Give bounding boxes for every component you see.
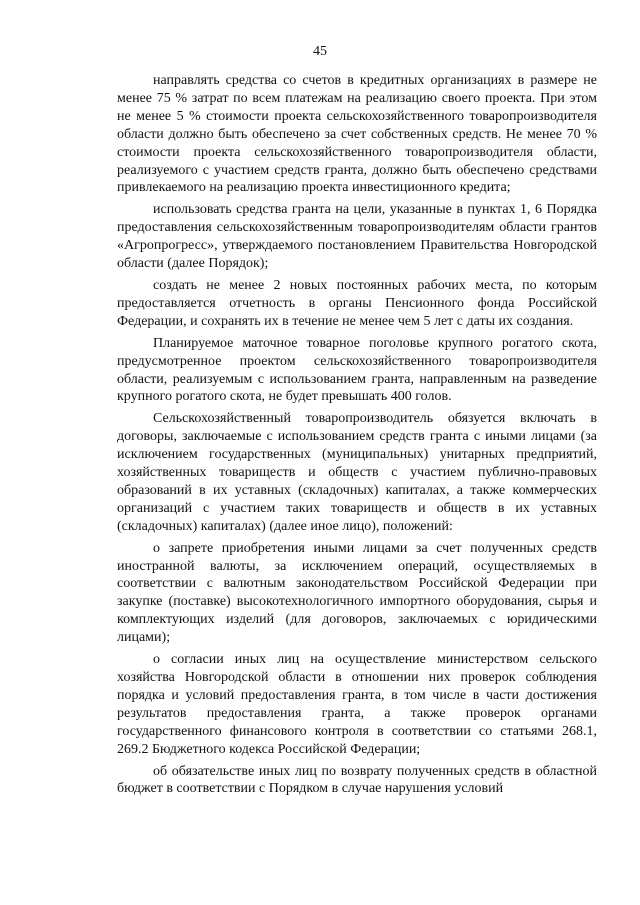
paragraph-8: об обязательстве иных лиц по возврату полученных средств в областной бюджет в соответствии с Порядком в случае нарушения условий [117, 763, 597, 797]
paragraph-3: создать не менее 2 новых постоянных рабочих места, по которым предоставляется отчетность в органы Пенсионного фонда Российской Федерации, и сохранять их в течение не менее чем 5 лет с даты их создания. [117, 277, 597, 329]
paragraph-7: о согласии иных лиц на осуществление министерством сельского хозяйства Новгородской области в отношении них проверок соблюдения порядка и условий предоставления гранта, в том числе в части достижения результатов предоставления гранта, а также проверок органами государственного финансового контроля в соответствии со статьями 268.1, 269.2 Бюджетного кодекса Российской Федерации; [117, 652, 597, 757]
document-body [117, 72, 597, 798]
paragraph-1: направлять средства со счетов в кредитных организациях в размере не менее 75 % затрат по всем платежам на реализацию своего проекта. При этом не менее 5 % стоимости проекта сельскохозяйственного товаропроизводителя области должно быть обеспечено за счет собственных средств. Не менее 70 % стоимости проекта сельскохозяйственного товаропроизводителя области, реализуемого с участием средств гранта, должно быть обеспечено средствами привлекаемого на реализацию проекта инвестиционного кредита; [117, 73, 597, 196]
page-number: 45 [313, 44, 327, 59]
paragraph-2: использовать средства гранта на цели, указанные в пунктах 1, 6 Порядка предоставления сельскохозяйственным товаропроизводителям области грантов «Агропрогресс», утверждаемого постановлением Правительства Новгородской области (далее Порядок); [117, 202, 597, 272]
paragraph-5: Сельскохозяйственный товаропроизводитель обязуется включать в договоры, заключаемые с использованием средств гранта с иными лицами (за исключением государственных (муниципальных) унитарных предприятий, хозяйственных товариществ и обществ с участием публично-правовых образований в их уставных (складочных) капиталах, а также коммерческих организаций с участием таких товариществ и обществ в их уставных (складочных) капиталах) (далее иное лицо), положений: [117, 411, 597, 534]
paragraph-4: Планируемое маточное товарное поголовье крупного рогатого скота, предусмотренное проектом сельскохозяйственного товаропроизводителя области, реализуемым с использованием гранта, направленным на разведение крупного рогатого скота, не будет превышать 400 голов. [117, 335, 597, 405]
paragraph-6: о запрете приобретения иными лицами за счет полученных средств иностранной валюты, за исключением операций, осуществляемых в соответствии с валютным законодательством Российской Федерации при закупке (поставке) высокотехнологичного импортного оборудования, сырья и комплектующих изделий (для договоров, заключаемых с юридическими лицами); [117, 540, 597, 646]
